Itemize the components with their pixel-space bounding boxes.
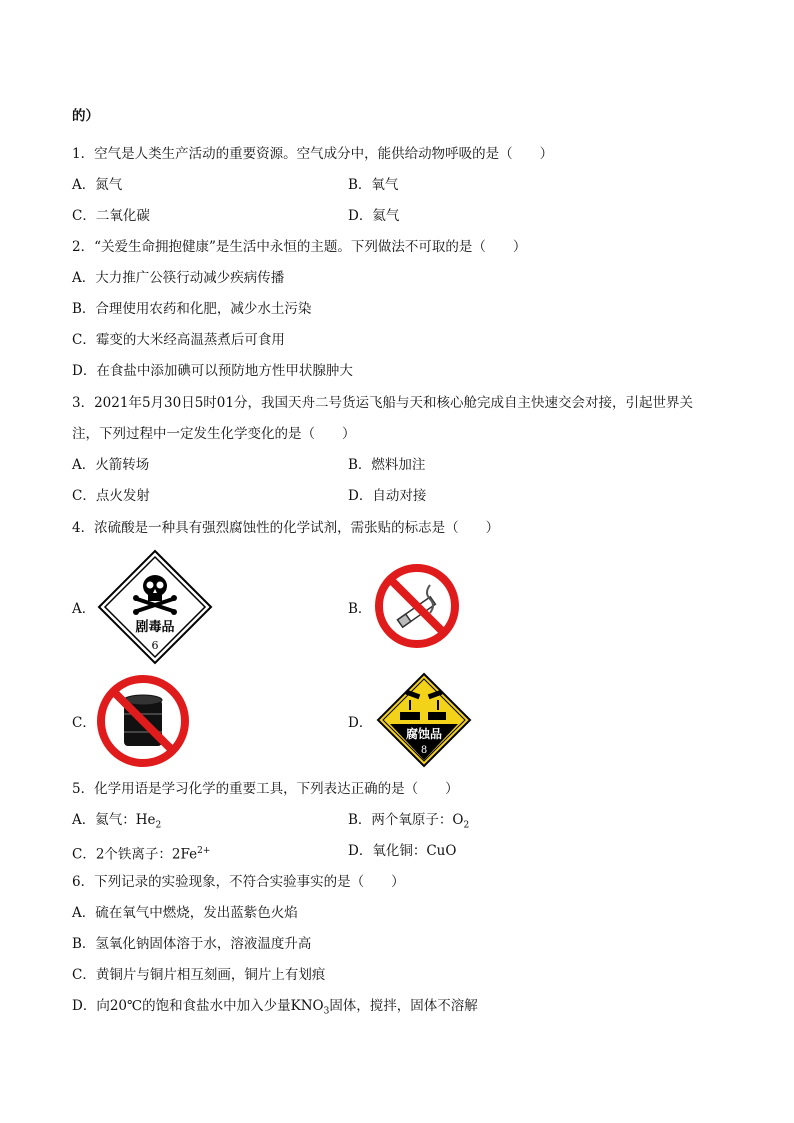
question-1-stem: 1．空气是人类生产活动的重要资源。空气成分中，能供给动物呼吸的是（ ） (72, 146, 554, 162)
question-6-option-b: B．氢氧化钠固体溶于水，溶液温度升高 (72, 936, 312, 952)
question-3-option-c: C．点火发射 (72, 488, 150, 504)
question-4-option-a-label: A． (72, 601, 96, 617)
toxic-sign-label: 剧毒品 (135, 620, 175, 635)
question-2-option-b: B．合理使用农药和化肥，减少水土污染 (72, 301, 312, 317)
question-6-option-c: C．黄铜片与铜片相互刻画，铜片上有划痕 (72, 967, 326, 983)
question-3-option-a: A．火箭转场 (72, 457, 150, 473)
question-5-option-c: C．2个铁离子：$2Fe^{2+}$ (72, 846, 211, 863)
question-1-option-b: B．氧气 (348, 177, 399, 193)
question-4-stem: 4．浓硫酸是一种具有强烈腐蚀性的化学试剂，需张贴的标志是（ ） (72, 520, 500, 536)
question-4-option-b-label: B． (348, 601, 372, 617)
question-6-stem: 6．下列记录的实验现象，不符合实验事实的是（ ） (72, 874, 405, 890)
question-4-option-d-label: D． (348, 715, 373, 731)
question-2-stem: 2．“关爱生命拥抱健康”是生活中永恒的主题。下列做法不可取的是（ ） (72, 239, 527, 255)
question-3-stem-line2: 注，下列过程中一定发生化学变化的是（ ） (72, 426, 356, 442)
no-flammable-sign-icon (96, 674, 190, 768)
toxic-sign-number: 6 (151, 639, 159, 652)
question-5-option-a: A．氦气：$He_2$ (72, 812, 162, 831)
question-6-option-a: A．硫在氧气中燃烧，发出蓝紫色火焰 (72, 905, 298, 921)
corrosive-sign-label: 腐蚀品 (405, 727, 443, 741)
corrosive-sign-number: 8 (420, 745, 428, 756)
question-4-option-c-label: C． (72, 715, 96, 731)
question-1-option-a: A．氮气 (72, 177, 123, 193)
question-2-option-a: A．大力推广公筷行动减少疾病传播 (72, 270, 285, 286)
header-fragment: 的） (72, 108, 99, 124)
no-smoking-sign-icon (374, 563, 460, 649)
question-2-option-c: C．霉变的大米经高温蒸煮后可食用 (72, 332, 285, 348)
question-5-stem: 5．化学用语是学习化学的重要工具，下列表达正确的是（ ） (72, 781, 459, 797)
toxic-sign-icon (97, 549, 213, 665)
question-3-option-b: B．燃料加注 (348, 457, 426, 473)
question-6-option-d: D．向20℃的饱和食盐水中加入少量$KNO_3$固体，搅拌，固体不溶解 (72, 998, 478, 1017)
question-5-option-d: D．氧化铜：CuO (348, 843, 457, 859)
question-3-option-d: D．自动对接 (348, 488, 427, 504)
question-1-option-c: C．二氧化碳 (72, 208, 150, 224)
corrosive-sign-icon (376, 672, 472, 768)
question-5-option-b: B．两个氧原子：$O_2$ (348, 812, 470, 831)
question-2-option-d: D．在食盐中添加碘可以预防地方性甲状腺肿大 (72, 363, 353, 379)
question-1-option-d: D．氦气 (348, 208, 400, 224)
question-3-stem-line1: 3．2021年5月30日5时01分，我国天舟二号货运飞船与天和核心舱完成自主快速交会对接，引起世界关 (72, 395, 693, 411)
